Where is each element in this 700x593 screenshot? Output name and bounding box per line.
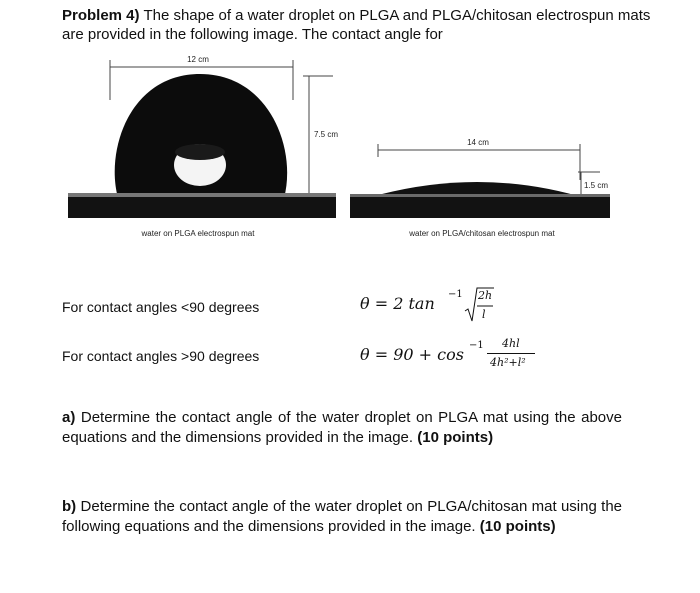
plga-chitosan-droplet-figure bbox=[350, 138, 610, 238]
question-b bbox=[62, 497, 622, 537]
eq1-superscript: −1 bbox=[448, 289, 463, 300]
eq2-numerator: 4hl bbox=[502, 337, 520, 350]
problem-label: Problem 4) bbox=[62, 7, 140, 24]
width-label-2: 14 cm bbox=[467, 138, 489, 147]
eq1-numerator: 2h bbox=[478, 289, 493, 302]
condition-less-than-90: For contact angles <90 degrees bbox=[62, 299, 260, 315]
question-a-points: (10 points) bbox=[417, 429, 494, 446]
question-b-label: b) bbox=[62, 498, 77, 515]
eq2-lhs: θ = 90 + cos bbox=[360, 345, 464, 364]
eq1-denominator: l bbox=[482, 308, 486, 321]
condition-greater-than-90: For contact angles >90 degrees bbox=[62, 348, 260, 364]
plga-chitosan-mat-substrate bbox=[350, 196, 610, 218]
plga-caption: water on PLGA electrospun mat bbox=[141, 229, 255, 238]
question-a-label: a) bbox=[62, 409, 76, 426]
eq2-fraction-bar bbox=[487, 353, 535, 354]
droplet-reflection-band bbox=[175, 144, 225, 160]
question-b-points: (10 points) bbox=[479, 518, 556, 535]
plga-mat-surface bbox=[68, 193, 336, 197]
question-a-text: Determine the contact angle of the water droplet on PLGA mat using the above equations and the dimensions provided in the image. bbox=[62, 409, 622, 446]
plga-chitosan-caption: water on PLGA/chitosan electrospun mat bbox=[409, 229, 555, 238]
equation-cos bbox=[360, 336, 560, 376]
question-a bbox=[62, 408, 622, 448]
droplet-figures bbox=[0, 0, 700, 260]
question-b-text: Determine the contact angle of the water droplet on PLGA/chitosan mat using the following equations and the dimensions provided in the image. bbox=[62, 498, 623, 535]
plga-chitosan-mat-surface bbox=[350, 194, 610, 197]
eq2-superscript: −1 bbox=[469, 340, 484, 351]
height-label-2: 1.5 cm bbox=[584, 181, 609, 190]
height-label: 7.5 cm bbox=[314, 130, 339, 139]
eq2-denominator: 4h²+l² bbox=[490, 356, 526, 369]
width-label: 12 cm bbox=[187, 55, 209, 64]
problem-text: The shape of a water droplet on PLGA and PLGA/chitosan electrospun mats are provided in the following image. The contact angle for bbox=[62, 7, 651, 43]
equation-tan bbox=[360, 285, 520, 325]
eq1-lhs: θ = 2 tan bbox=[360, 294, 435, 313]
plga-droplet-figure bbox=[68, 55, 338, 238]
plga-mat-substrate bbox=[68, 196, 336, 218]
